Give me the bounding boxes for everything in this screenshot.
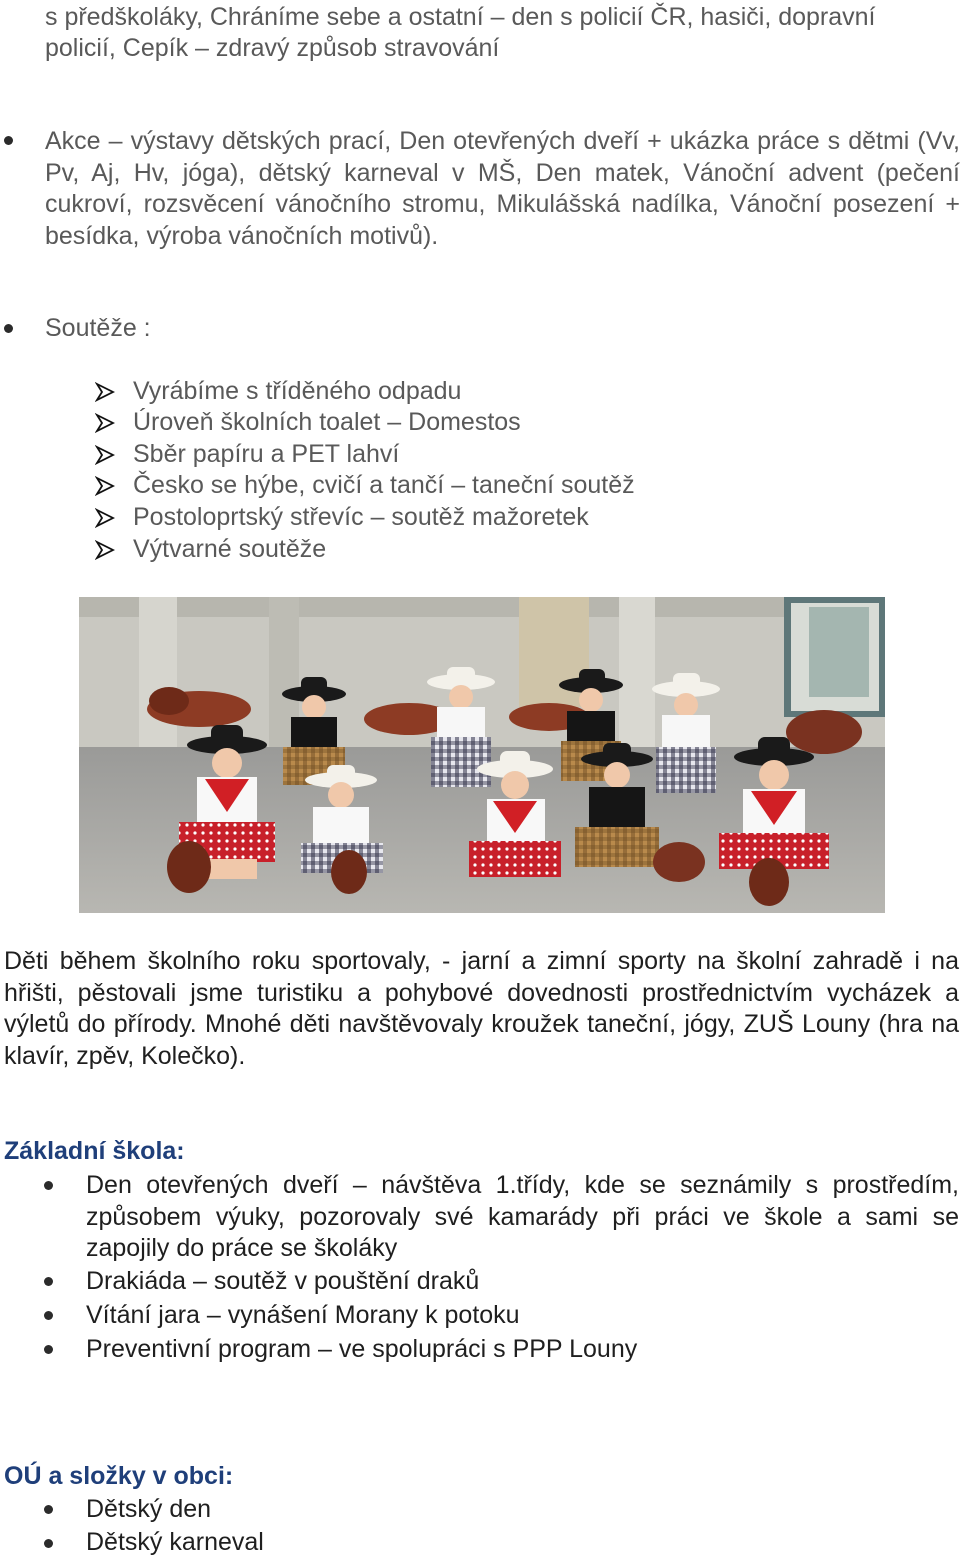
zs-item: Den otevřených dveří – návštěva 1.třídy, kde se seznámily s prostředím, způsobem výuky, pozorovaly své kamarády při práci ve škole a sami se zapojily do práce se školáky	[86, 1171, 959, 1262]
zs-item: Preventivní program – ve spolupráci s PPP Louny	[86, 1335, 638, 1363]
zs-item: Vítání jara – vynášení Morany k potoku	[86, 1301, 520, 1329]
souteze-item: Sběr papíru a PET lahví	[133, 440, 400, 468]
bullet-dot-icon	[44, 1539, 53, 1548]
arrow-bullet-icon	[95, 382, 115, 402]
bullet-dot-icon	[44, 1277, 53, 1286]
sport-paragraph: Děti během školního roku sportovaly, - jarní a zimní sporty na školní zahradě i na hřišti, pěstovali jsme turistiku a pohybové dovednosti prostřednictvím vycházek a výletů do přírody. Mnohé děti navštěvovaly kroužek taneční, jógy, ZUŠ Louny (hra na klavír, zpěv, Kolečko).	[4, 947, 959, 1070]
bullet-dot-icon	[44, 1505, 53, 1514]
souteze-item: Česko se hýbe, cvičí a tančí – taneční soutěž	[133, 471, 635, 499]
bullet-dot-icon	[4, 324, 13, 333]
arrow-bullet-icon	[95, 476, 115, 496]
souteze-label: Soutěže :	[45, 314, 151, 342]
souteze-item: Vyrábíme s tříděného odpadu	[133, 377, 462, 405]
bullet-dot-icon	[44, 1181, 53, 1190]
arrow-bullet-icon	[95, 540, 115, 560]
arrow-bullet-icon	[95, 413, 115, 433]
ou-heading: OÚ a složky v obci:	[4, 1462, 234, 1490]
bullet-dot-icon	[44, 1311, 53, 1320]
arrow-bullet-icon	[95, 508, 115, 528]
zakladni-skola-heading: Základní škola:	[4, 1137, 185, 1165]
children-cowgirls-photo	[79, 597, 885, 913]
akce-paragraph: Akce – výstavy dětských prací, Den otevřených dveří + ukázka práce s dětmi (Vv, Pv, Aj, Hv, jóga), dětský karneval v MŠ, Den matek, Vánoční advent (pečení cukroví, rozsvěcení vánočního stromu, Mikulášská nadílka, Vánoční posezení + besídka, výroba vánočních motivů).	[45, 127, 960, 250]
souteze-item: Postoloprtský střevíc – soutěž mažoretek	[133, 503, 589, 531]
arrow-bullet-icon	[95, 445, 115, 465]
ou-item: Dětský karneval	[86, 1528, 264, 1556]
intro-line-2: policií, Cepík – zdravý způsob stravování	[45, 34, 500, 62]
ou-item: Dětský den	[86, 1495, 212, 1523]
bullet-dot-icon	[4, 136, 13, 145]
souteze-item: Výtvarné soutěže	[133, 535, 327, 563]
intro-line-1: s předškoláky, Chráníme sebe a ostatní – den s policií ČR, hasiči, dopravní	[45, 3, 876, 31]
zs-item: Drakiáda – soutěž v pouštění draků	[86, 1267, 480, 1295]
souteze-item: Úroveň školních toalet – Domestos	[133, 408, 521, 436]
bullet-dot-icon	[44, 1345, 53, 1354]
